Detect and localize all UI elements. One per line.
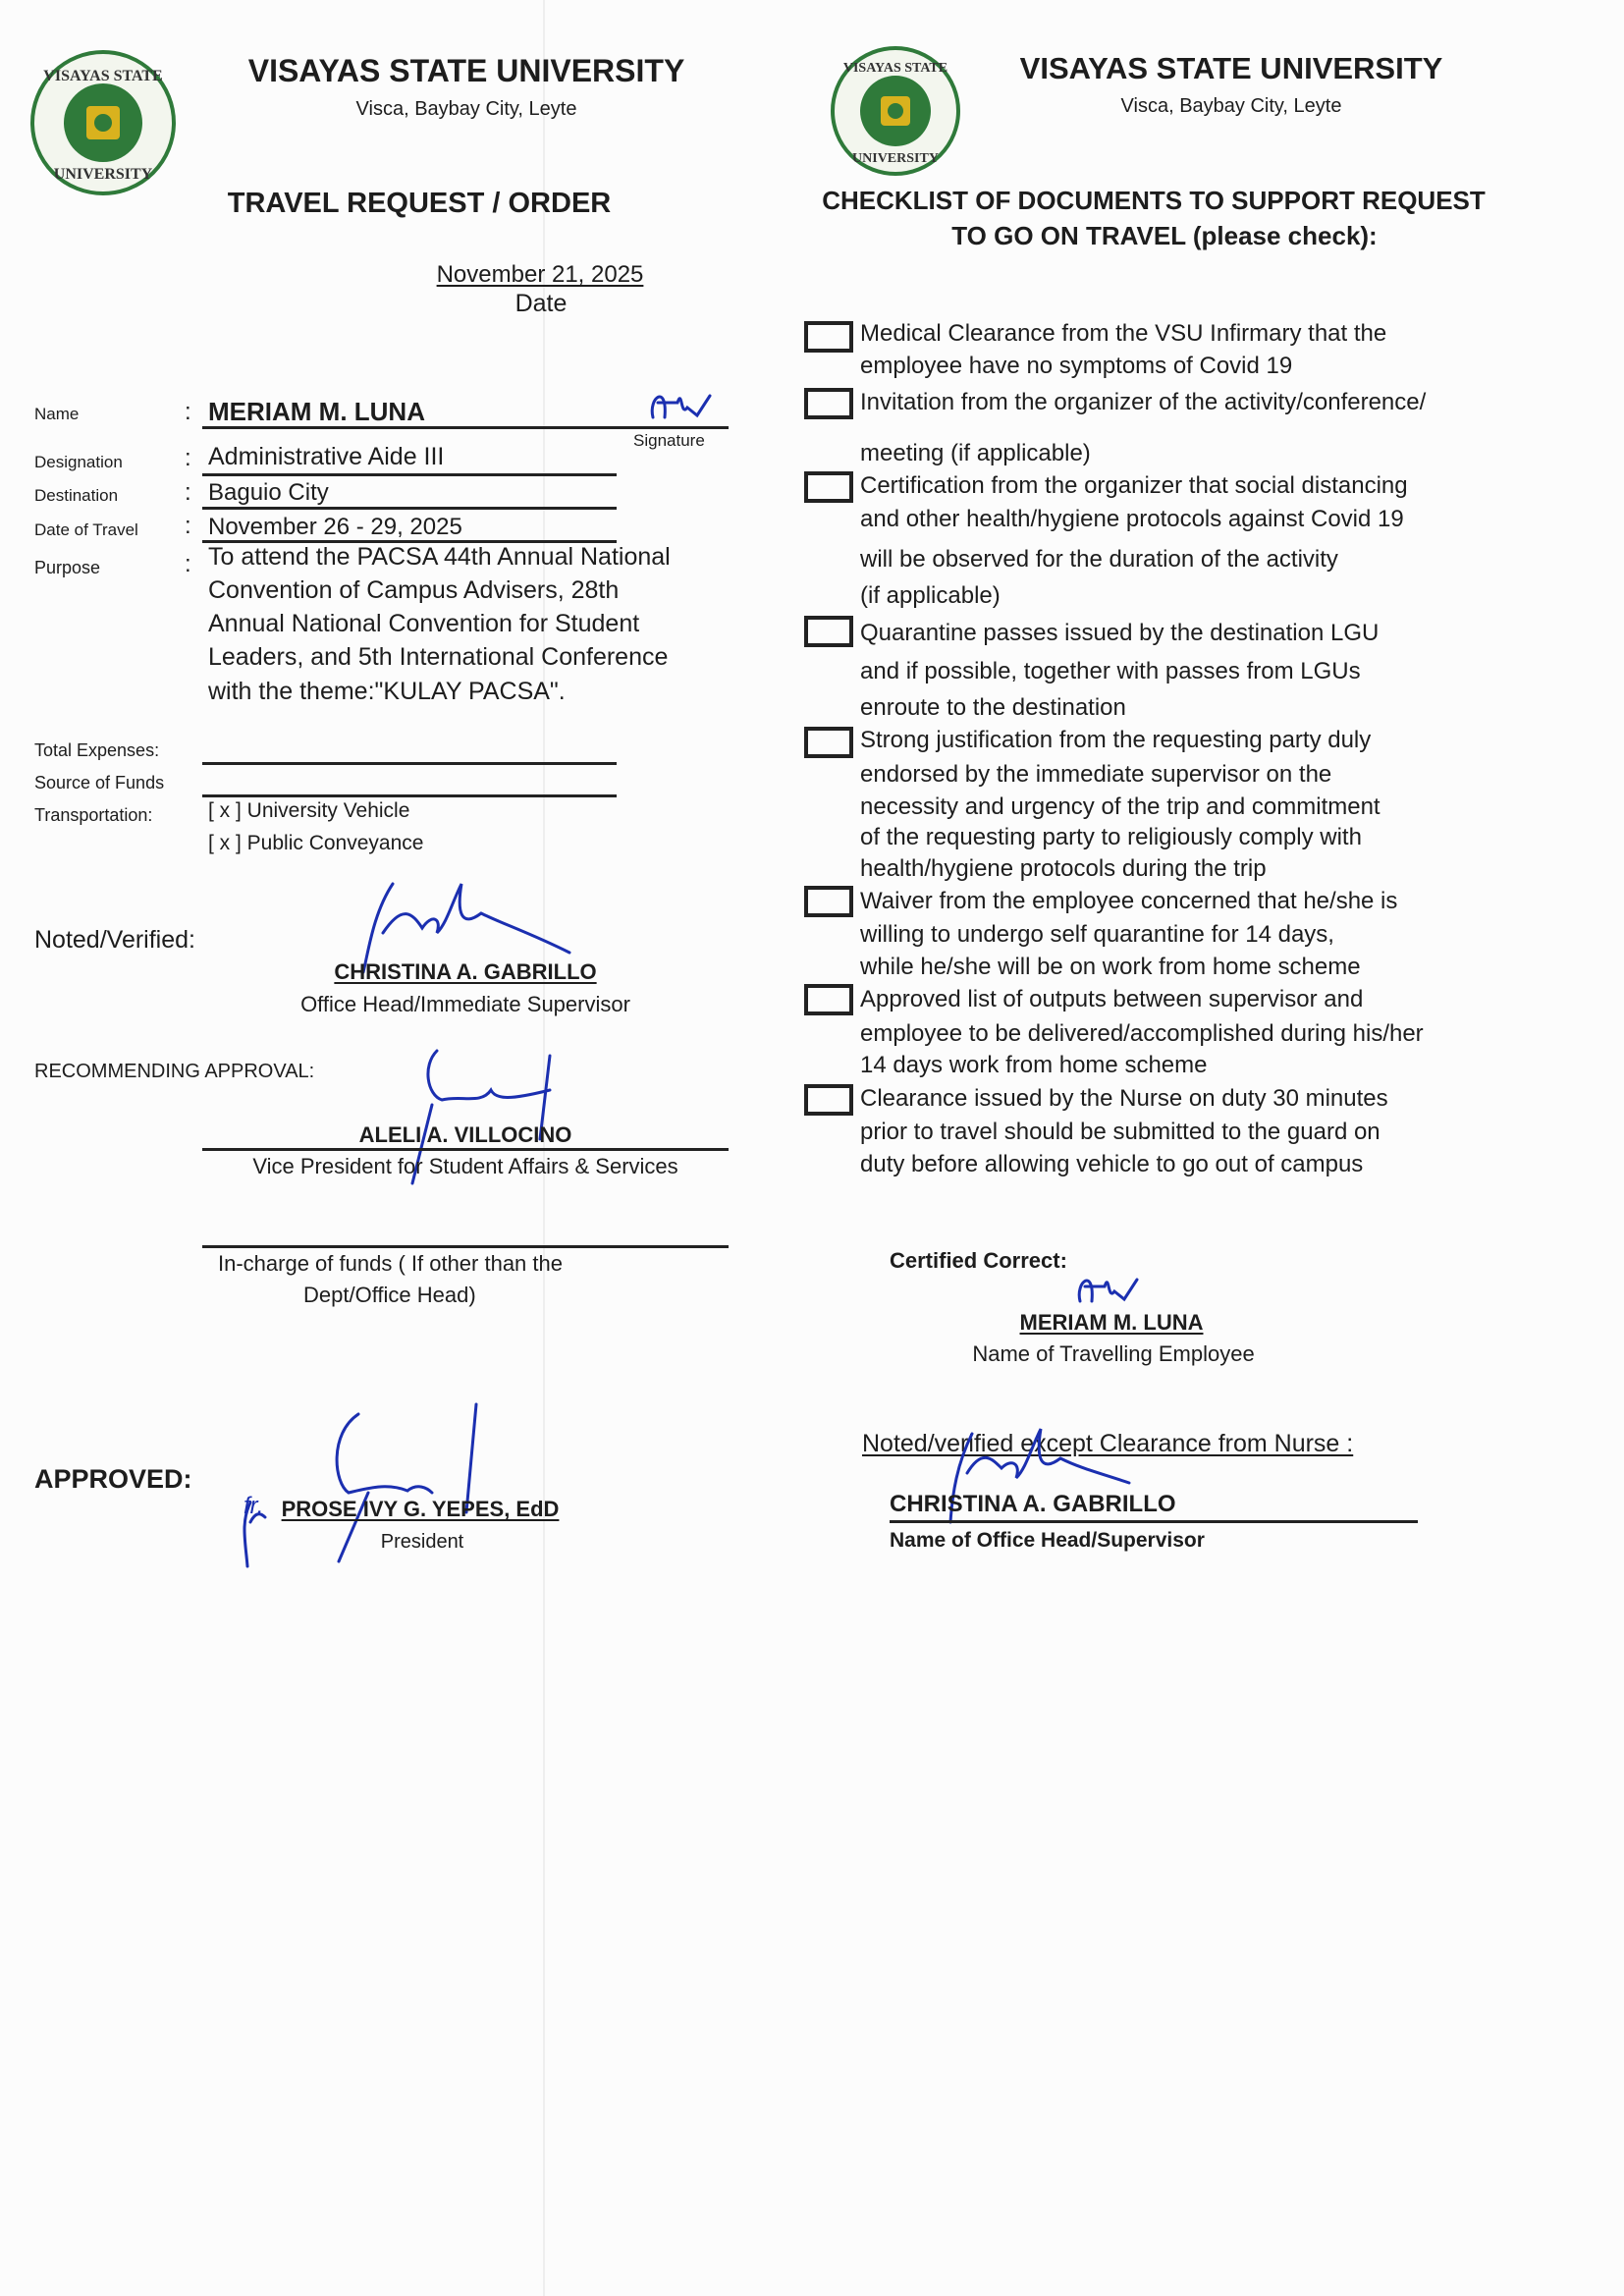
checklist-line: Certification from the organizer that social distancing (860, 472, 1408, 499)
certified-correct-label: Certified Correct: (890, 1248, 1067, 1273)
checklist-line: Waiver from the employee concerned that he/she is (860, 888, 1398, 914)
purpose-line: with the theme:"KULAY PACSA". (208, 678, 566, 705)
university-address: Visca, Baybay City, Leyte (355, 98, 577, 120)
funds-incharge-label: Dept/Office Head) (303, 1283, 476, 1307)
university-seal-logo (29, 49, 177, 196)
date-of-travel-value: November 26 - 29, 2025 (208, 514, 462, 540)
employee-signature (643, 378, 722, 427)
purpose-line: Leaders, and 5th International Conference (208, 643, 669, 671)
university-name: VISAYAS STATE UNIVERSITY (247, 53, 685, 88)
approved-label: APPROVED: (34, 1464, 192, 1494)
university-name: VISAYAS STATE UNIVERSITY (1019, 51, 1443, 85)
transport-public-conveyance: [ x ] Public Conveyance (208, 832, 424, 854)
purpose-line: Convention of Campus Advisers, 28th (208, 576, 620, 604)
checklist-line: employee have no symptoms of Covid 19 (860, 353, 1293, 379)
president-name: PROSE IVY G. YEPES, EdD (281, 1497, 560, 1521)
vice-president-title: Vice President for Student Affairs & Services (252, 1154, 678, 1178)
office-head-line (890, 1520, 1418, 1523)
checklist-line: (if applicable) (860, 582, 1001, 609)
svg-text:VISAYAS STATE: VISAYAS STATE (842, 61, 948, 76)
checkbox-nurse-clearance[interactable] (804, 1084, 853, 1116)
checklist-line: employee to be delivered/accomplished during his/her (860, 1020, 1424, 1047)
colon: : (185, 445, 191, 471)
purpose-label: Purpose (34, 558, 101, 577)
destination-value: Baguio City (208, 479, 329, 506)
supervisor-name: CHRISTINA A. GABRILLO (334, 959, 597, 984)
checklist-line: prior to travel should be submitted to the guard on (860, 1119, 1380, 1145)
name-value: MERIAM M. LUNA (208, 397, 425, 426)
colon: : (185, 479, 191, 506)
vice-president-name: ALELI A. VILLOCINO (358, 1122, 572, 1147)
checklist-line: Strong justification from the requesting party duly (860, 727, 1372, 753)
checklist-line: and if possible, together with passes from LGUs (860, 658, 1361, 684)
checklist-line: and other health/hygiene protocols against Covid 19 (860, 506, 1404, 532)
checklist-line: Invitation from the organizer of the activity/conference/ (860, 389, 1427, 415)
designation-label: Designation (34, 453, 123, 471)
approved-prefix: fr. (244, 1493, 264, 1519)
name-label: Name (34, 405, 80, 423)
checklist-line: enroute to the destination (860, 694, 1126, 721)
supervisor-title: Office Head/Immediate Supervisor (300, 992, 630, 1016)
office-head-name: CHRISTINA A. GABRILLO (890, 1491, 1176, 1517)
svg-text:VISAYAS STATE: VISAYAS STATE (43, 68, 163, 84)
svg-text:UNIVERSITY: UNIVERSITY (53, 166, 153, 183)
travelling-employee-name: MERIAM M. LUNA (1019, 1310, 1204, 1335)
transport-university-vehicle: [ x ] University Vehicle (208, 799, 410, 822)
designation-underline (202, 473, 617, 476)
checklist-line: endorsed by the immediate supervisor on the (860, 761, 1332, 788)
form-title: TRAVEL REQUEST / ORDER (227, 188, 612, 219)
checklist-line: health/hygiene protocols during the trip (860, 855, 1267, 882)
checkbox-medical-clearance[interactable] (804, 321, 853, 353)
checklist-line: while he/she will be on work from home scheme (860, 954, 1361, 980)
total-expenses-line (202, 762, 617, 765)
checklist-title: CHECKLIST OF DOCUMENTS TO SUPPORT REQUEST (822, 186, 1486, 215)
date-of-travel-label: Date of Travel (34, 520, 138, 539)
checkbox-invitation[interactable] (804, 388, 853, 419)
vice-president-line (202, 1148, 729, 1151)
request-date: November 21, 2025 (436, 261, 644, 288)
date-label: Date (514, 290, 568, 317)
checklist-line: meeting (if applicable) (860, 440, 1091, 466)
funds-incharge-line (202, 1245, 729, 1248)
checklist-line: will be observed for the duration of the activity (860, 546, 1338, 573)
checkbox-quarantine-passes[interactable] (804, 616, 853, 647)
destination-underline (202, 507, 617, 510)
funds-incharge-label: In-charge of funds ( If other than the (218, 1251, 563, 1276)
university-address: Visca, Baybay City, Leyte (1120, 95, 1342, 117)
colon: : (185, 513, 191, 539)
checkbox-certification[interactable] (804, 471, 853, 503)
designation-value: Administrative Aide III (208, 443, 445, 470)
recommending-approval-label: RECOMMENDING APPROVAL: (34, 1061, 315, 1082)
employee-signature (1070, 1262, 1149, 1311)
checkbox-waiver[interactable] (804, 886, 853, 917)
travelling-employee-title: Name of Travelling Employee (972, 1341, 1255, 1366)
checklist-line: of the requesting party to religiously comply with (860, 824, 1362, 850)
signature-label: Signature (633, 431, 705, 450)
destination-label: Destination (34, 486, 119, 505)
colon: : (185, 399, 191, 425)
transportation-label: Transportation: (34, 805, 153, 825)
nurse-clearance-label: Noted/verified except Clearance from Nurse : (862, 1430, 1354, 1457)
checklist-line: Quarantine passes issued by the destination LGU (860, 620, 1380, 646)
checklist-title: TO GO ON TRAVEL (please check): (951, 221, 1378, 250)
checklist-line: Medical Clearance from the VSU Infirmary that the (860, 320, 1387, 347)
checklist-line: Approved list of outputs between supervisor and (860, 986, 1364, 1012)
checklist-line: Clearance issued by the Nurse on duty 30 minutes (860, 1085, 1388, 1112)
checklist-line: duty before allowing vehicle to go out of campus (860, 1151, 1364, 1177)
checkbox-approved-outputs[interactable] (804, 984, 853, 1015)
svg-text:UNIVERSITY: UNIVERSITY (852, 151, 939, 166)
source-of-funds-label: Source of Funds (34, 773, 165, 793)
purpose-line: To attend the PACSA 44th Annual National (208, 543, 671, 571)
checklist-line: willing to undergo self quarantine for 14 days, (860, 921, 1334, 948)
checkbox-strong-justification[interactable] (804, 727, 853, 758)
president-signature (231, 1394, 506, 1571)
source-of-funds-line (202, 794, 617, 797)
president-title: President (380, 1531, 464, 1553)
office-head-title: Name of Office Head/Supervisor (890, 1529, 1205, 1552)
total-expenses-label: Total Expenses: (34, 740, 160, 760)
checklist-line: necessity and urgency of the trip and commitment (860, 793, 1380, 820)
university-seal-logo (825, 44, 967, 177)
noted-verified-label: Noted/Verified: (34, 926, 195, 954)
checklist-line: 14 days work from home scheme (860, 1052, 1208, 1078)
colon: : (185, 551, 191, 577)
purpose-line: Annual National Convention for Student (208, 610, 640, 637)
